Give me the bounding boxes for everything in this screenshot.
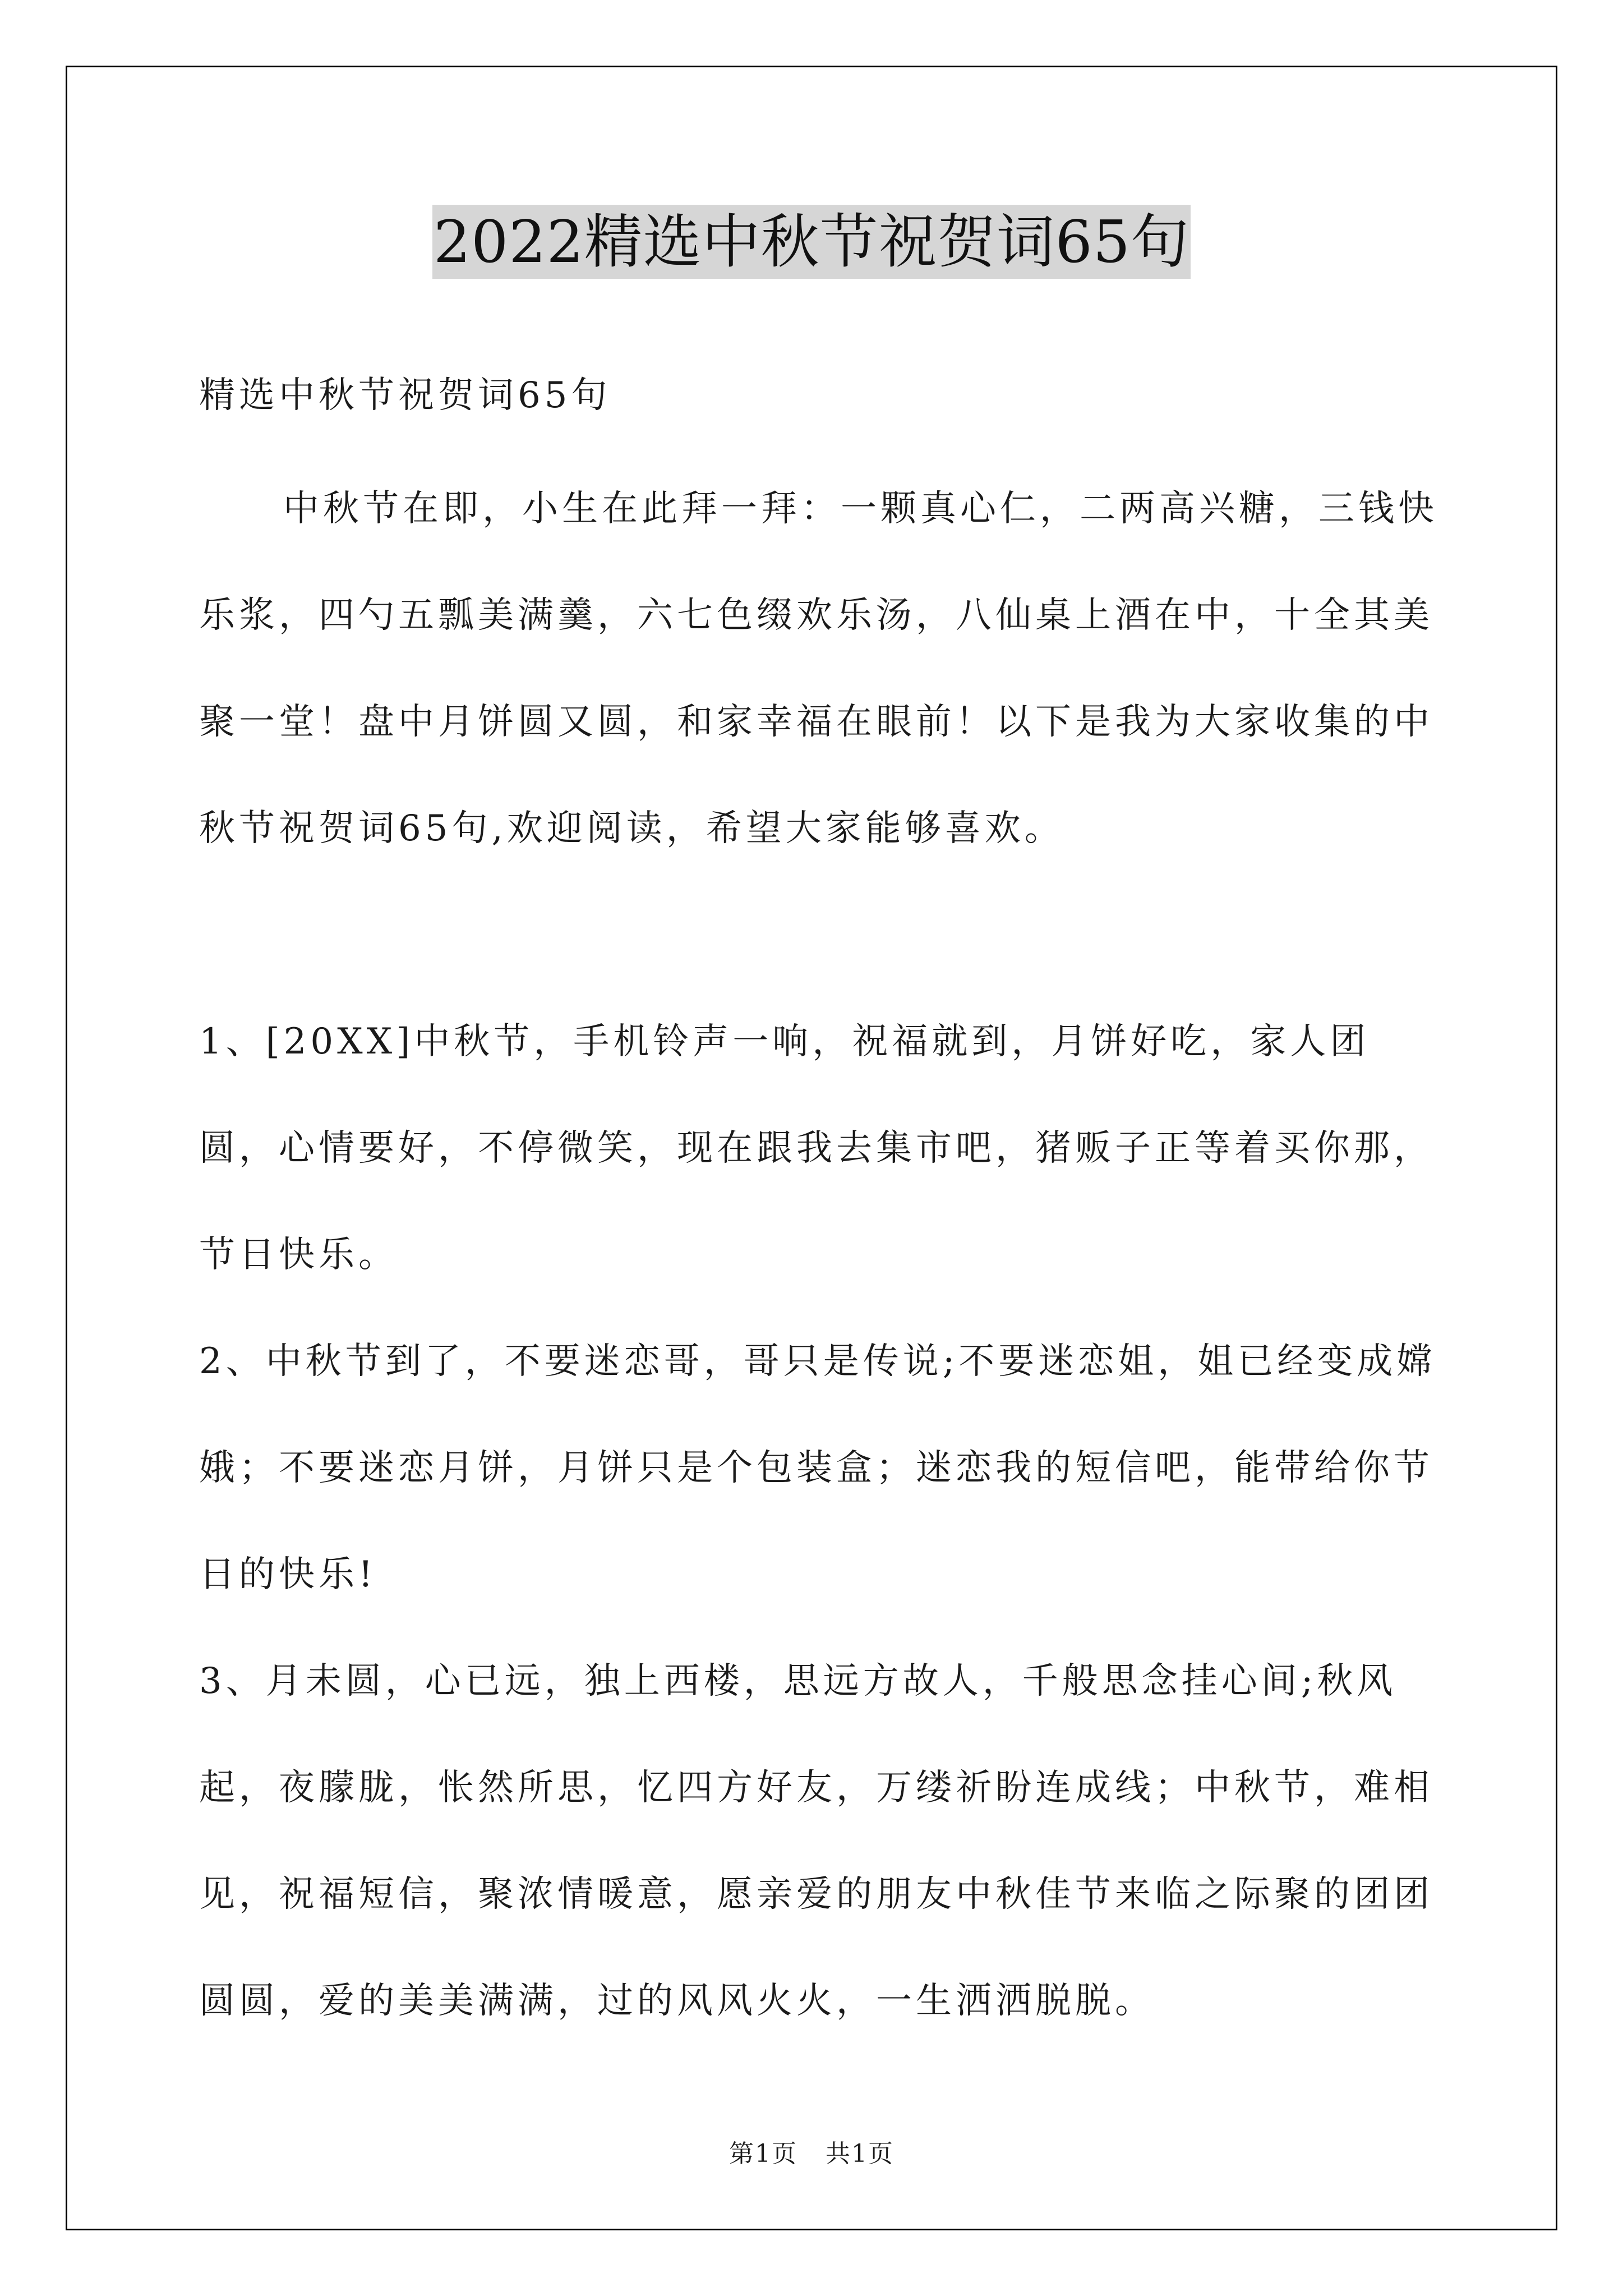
document-subtitle: 精选中秋节祝贺词65句	[199, 375, 611, 416]
intro-paragraph: 中秋节在即，小生在此拜一拜：一颗真心仁，二两高兴糖，三钱快乐浆，四勺五瓢美满羹，六七色缀欢乐汤，八仙桌上酒在中，十全其美聚一堂！盘中月饼圆又圆，和家幸福在眼前！以下是我为大家收集的中秋节祝贺词65句,欢迎阅读，希望大家能够喜欢。	[199, 488, 1438, 849]
page-footer	[0, 2137, 1623, 2171]
greeting-item-3: 3、月未圆，心已远，独上西楼，思远方故人，千般思念挂心间;秋风起，夜朦胧，怅然所思，忆四方好友，万缕祈盼连成线；中秋节，难相见，祝福短信，聚浓情暖意，愿亲爱的朋友中秋佳节来临之际聚的团团圆圆，爱的美美满满，过的风风火火，一生洒洒脱脱。	[199, 1660, 1433, 2022]
page-total: 共1页	[826, 2139, 894, 2168]
document-title: 2022精选中秋节祝贺词65句	[432, 205, 1191, 279]
greeting-item-2: 2、中秋节到了，不要迷恋哥，哥只是传说;不要迷恋姐，姐已经变成嫦娥；不要迷恋月饼，月饼只是个包装盒；迷恋我的短信吧，能带给你节日的快乐!	[199, 1341, 1437, 1595]
title-container	[0, 205, 1623, 279]
paragraph-spacer	[199, 882, 1438, 988]
document-body	[199, 342, 1438, 2054]
page-number: 第1页	[729, 2139, 797, 2168]
greeting-item-1: 1、[20XX]中秋节，手机铃声一响，祝福就到，月饼好吃，家人团圆，心情要好，不停微笑，现在跟我去集市吧，猪贩子正等着买你那，节日快乐。	[199, 1021, 1433, 1276]
